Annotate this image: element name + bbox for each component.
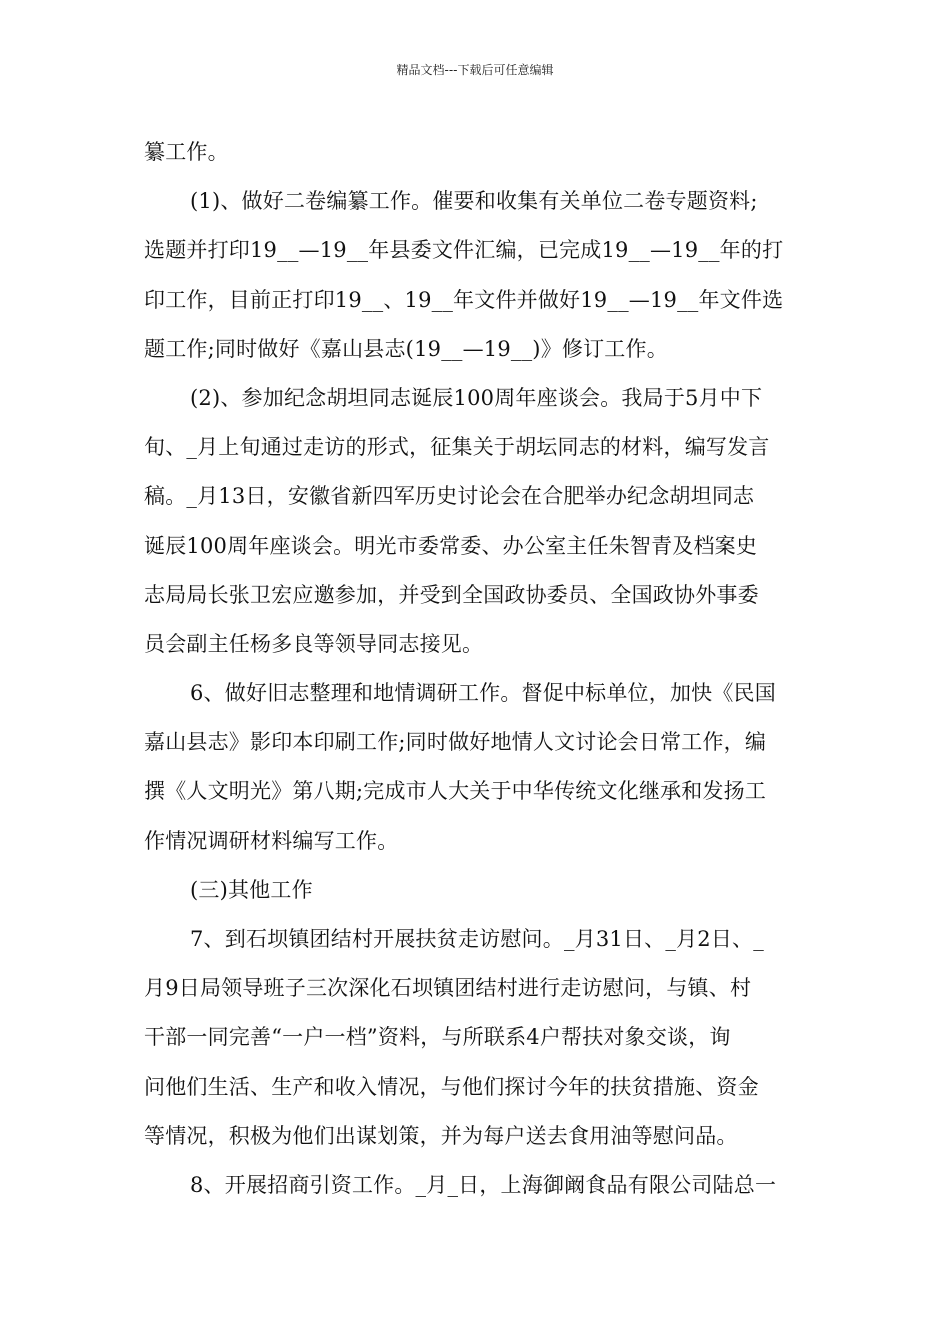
- paragraph: [144, 669, 808, 866]
- text-line: 印工作，目前正打印19__、19__年文件并做好19__—19__年文件选: [144, 287, 784, 312]
- text-line: 月9日局领导班子三次深化石坝镇团结村进行走访慰问，与镇、村: [144, 976, 752, 1001]
- text-line: 干部一同完善“一户一档”资料，与所联系4户帮扶对象交谈，询: [144, 1025, 731, 1050]
- text-line: 等情况，积极为他们出谋划策，并为每户送去食用油等慰问品。: [144, 1123, 738, 1148]
- text-line: 作情况调研材料编写工作。: [144, 828, 399, 853]
- paragraph: [144, 915, 808, 1161]
- text-line: 7、到石坝镇团结村开展扶贫走访慰问。_月31日、_月2日、_: [190, 927, 764, 951]
- text-line: 撰《人文明光》第八期;完成市人大关于中华传统文化继承和发扬工: [144, 779, 767, 804]
- text-line: (2)、参加纪念胡坦同志诞辰100周年座谈会。我局于5月中下: [190, 385, 763, 410]
- text-line: 6、做好旧志整理和地情调研工作。督促中标单位，加快《民国: [190, 681, 776, 706]
- text-line: 稿。_月13日，安徽省新四军历史讨论会在合肥举办纪念胡坦同志: [144, 484, 755, 509]
- text-line: 8、开展招商引资工作。_月_日，上海御阚食品有限公司陆总一: [190, 1172, 777, 1197]
- text-line: 纂工作。: [144, 140, 229, 164]
- document-body: [144, 128, 808, 1210]
- text-line: 诞辰100周年座谈会。明光市委常委、办公室主任朱智青及档案史: [144, 533, 758, 558]
- text-line: (1)、做好二卷编纂工作。催要和收集有关单位二卷专题资料;: [190, 189, 758, 214]
- paragraph: [144, 128, 808, 177]
- paragraph: [144, 1161, 808, 1210]
- text-line: 旬、_月上旬通过走访的形式，征集关于胡坛同志的材料，编写发言: [144, 435, 770, 460]
- text-line: 选题并打印19__—19__年县委文件汇编，已完成19__—19__年的打: [144, 238, 784, 263]
- section-heading: [144, 866, 808, 915]
- text-line: 嘉山县志》影印本印刷工作;同时做好地情人文讨论会日常工作，编: [144, 730, 767, 755]
- text-line: 问他们生活、生产和收入情况，与他们探讨今年的扶贫措施、资金: [144, 1074, 759, 1099]
- text-line: (三)其他工作: [190, 877, 313, 902]
- text-line: 员会副主任杨多良等领导同志接见。: [144, 631, 484, 656]
- paragraph: [144, 374, 808, 669]
- text-line: 志局局长张卫宏应邀参加，并受到全国政协委员、全国政协外事委: [144, 582, 759, 607]
- page-header: 精品文档---下载后可任意编辑: [396, 63, 554, 77]
- paragraph: [144, 177, 808, 374]
- text-line: 题工作;同时做好《嘉山县志(19__—19__)》修订工作。: [144, 336, 668, 361]
